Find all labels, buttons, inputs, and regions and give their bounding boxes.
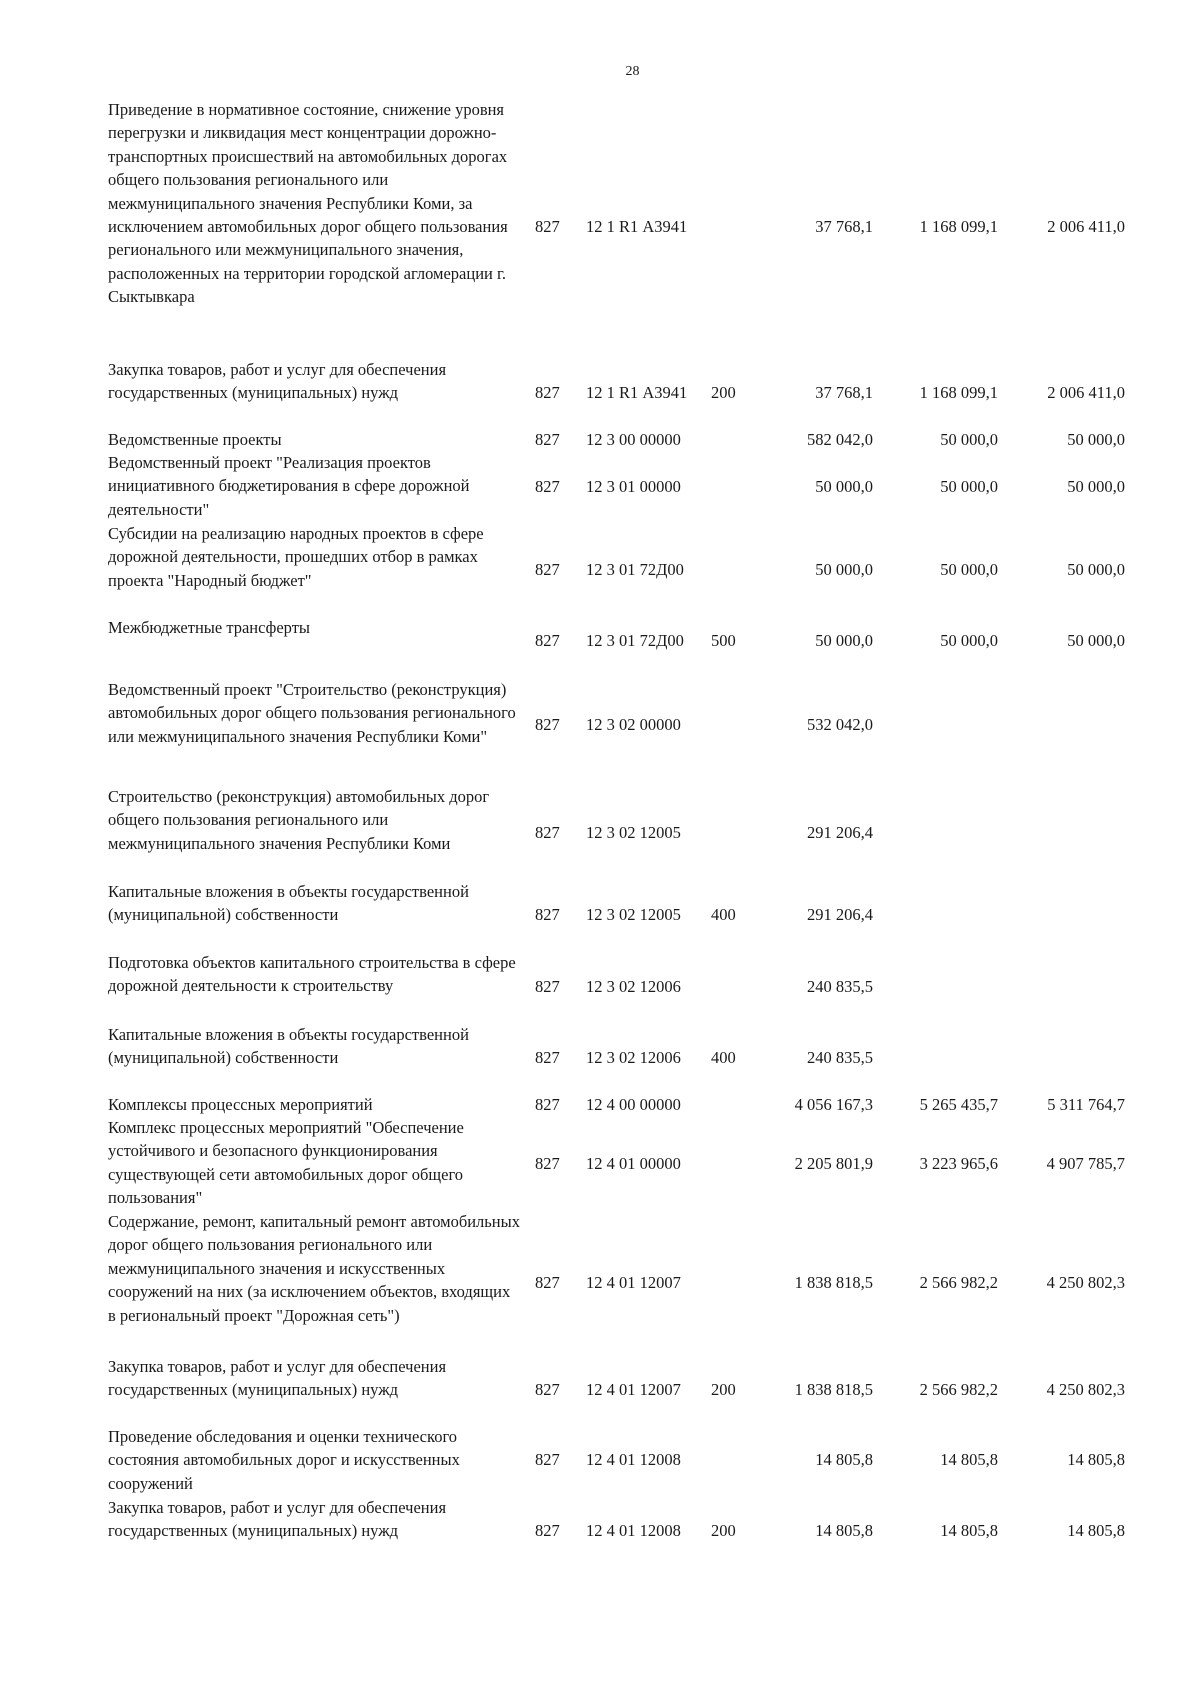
- row-name: Строительство (реконструкция) автомобильных дорог общего пользования регионального или межмуниципального значения Республики Коми: [108, 787, 490, 853]
- ministry-code: 827: [535, 977, 560, 996]
- amount-year-2: 2 566 982,2: [919, 1380, 998, 1399]
- row-name: Проведение обследования и оценки технического состояния автомобильных дорог и искусственных сооружений: [108, 1427, 460, 1493]
- amount-year-2: 1 168 099,1: [919, 217, 998, 236]
- target-article-code: 12 3 01 72Д00: [586, 560, 684, 579]
- row-name: Капитальные вложения в объекты государственной (муниципальной) собственности: [108, 882, 469, 925]
- row-name: Приведение в нормативное состояние, снижение уровня перегрузки и ликвидация мест концентрации дорожно-транспортных происшествий на автомобильных дорогах общего пользования регионального или межмуниципального значения Республики Коми, за исключением автомобильных дорог общего пользования регионального или межмуниципального значения, расположенных на территории городской агломерации г. Сыктывкара: [108, 100, 508, 307]
- target-article-code: 12 4 01 12008: [586, 1521, 681, 1540]
- amount-year-2: 50 000,0: [940, 560, 998, 579]
- amount-year-1: 37 768,1: [815, 217, 873, 236]
- amount-year-1: 2 205 801,9: [794, 1154, 873, 1173]
- amount-year-3: 4 250 802,3: [1046, 1273, 1125, 1292]
- row-name: Закупка товаров, работ и услуг для обеспечения государственных (муниципальных) нужд: [108, 1498, 447, 1541]
- ministry-code: 827: [535, 715, 560, 734]
- ministry-code: 827: [535, 1273, 560, 1292]
- row-name: Содержание, ремонт, капитальный ремонт автомобильных дорог общего пользования регионального или межмуниципального значения и искусственных сооружений на них (за исключением объектов, входящих в региональный проект "Дорожная сеть"): [108, 1212, 520, 1325]
- target-article-code: 12 4 01 12008: [586, 1450, 681, 1469]
- ministry-code: 827: [535, 477, 560, 496]
- expense-type-code: 200: [711, 1521, 736, 1540]
- ministry-code: 827: [535, 217, 560, 236]
- amount-year-2: 5 265 435,7: [919, 1095, 998, 1114]
- target-article-code: 12 4 01 12007: [586, 1380, 681, 1399]
- amount-year-3: 14 805,8: [1067, 1521, 1125, 1540]
- amount-year-2: 50 000,0: [940, 477, 998, 496]
- target-article-code: 12 4 01 12007: [586, 1273, 681, 1292]
- target-article-code: 12 3 01 00000: [586, 477, 681, 496]
- ministry-code: 827: [535, 1154, 560, 1173]
- amount-year-3: 4 907 785,7: [1046, 1154, 1125, 1173]
- target-article-code: 12 3 00 00000: [586, 430, 681, 449]
- amount-year-2: 3 223 965,6: [919, 1154, 998, 1173]
- row-name: Ведомственный проект "Строительство (реконструкция) автомобильных дорог общего пользования регионального или межмуниципального значения Республики Коми": [108, 680, 516, 746]
- ministry-code: 827: [535, 430, 560, 449]
- expense-type-code: 400: [711, 905, 736, 924]
- amount-year-1: 532 042,0: [807, 715, 873, 734]
- amount-year-1: 37 768,1: [815, 383, 873, 402]
- target-article-code: 12 3 02 12005: [586, 905, 681, 924]
- row-name: Капитальные вложения в объекты государственной (муниципальной) собственности: [108, 1025, 469, 1068]
- ministry-code: 827: [535, 1450, 560, 1469]
- amount-year-2: 1 168 099,1: [919, 383, 998, 402]
- row-name: Подготовка объектов капитального строительства в сфере дорожной деятельности к строительству: [108, 953, 516, 996]
- row-name: Комплексы процессных мероприятий: [108, 1095, 373, 1114]
- amount-year-3: 2 006 411,0: [1047, 217, 1125, 236]
- ministry-code: 827: [535, 1521, 560, 1540]
- amount-year-2: 50 000,0: [940, 430, 998, 449]
- amount-year-1: 240 835,5: [807, 1048, 873, 1067]
- row-name: Комплекс процессных мероприятий "Обеспечение устойчивого и безопасного функционирования существующей сети автомобильных дорог общего пользования": [108, 1118, 464, 1208]
- target-article-code: 12 3 02 12006: [586, 977, 681, 996]
- amount-year-1: 240 835,5: [807, 977, 873, 996]
- target-article-code: 12 1 R1 А3941: [586, 217, 688, 236]
- target-article-code: 12 4 00 00000: [586, 1095, 681, 1114]
- amount-year-1: 1 838 818,5: [794, 1273, 873, 1292]
- amount-year-3: 4 250 802,3: [1046, 1380, 1125, 1399]
- amount-year-1: 582 042,0: [807, 430, 873, 449]
- target-article-code: 12 3 01 72Д00: [586, 631, 684, 650]
- amount-year-2: 14 805,8: [940, 1521, 998, 1540]
- ministry-code: 827: [535, 905, 560, 924]
- ministry-code: 827: [535, 1380, 560, 1399]
- target-article-code: 12 3 02 12006: [586, 1048, 681, 1067]
- row-name: Ведомственный проект "Реализация проектов инициативного бюджетирования в сфере дорожной деятельности": [108, 453, 470, 519]
- target-article-code: 12 4 01 00000: [586, 1154, 681, 1173]
- amount-year-3: 50 000,0: [1067, 631, 1125, 650]
- amount-year-1: 14 805,8: [815, 1521, 873, 1540]
- amount-year-1: 50 000,0: [815, 477, 873, 496]
- target-article-code: 12 3 02 00000: [586, 715, 681, 734]
- amount-year-3: 2 006 411,0: [1047, 383, 1125, 402]
- row-name: Субсидии на реализацию народных проектов в сфере дорожной деятельности, прошедших отбор в рамках проекта "Народный бюджет": [108, 524, 484, 590]
- page-number: 28: [625, 64, 640, 79]
- ministry-code: 827: [535, 823, 560, 842]
- amount-year-1: 14 805,8: [815, 1450, 873, 1469]
- amount-year-3: 5 311 764,7: [1047, 1095, 1125, 1114]
- ministry-code: 827: [535, 560, 560, 579]
- amount-year-1: 4 056 167,3: [794, 1095, 873, 1114]
- target-article-code: 12 3 02 12005: [586, 823, 681, 842]
- expense-type-code: 200: [711, 1380, 736, 1399]
- amount-year-1: 50 000,0: [815, 560, 873, 579]
- amount-year-3: 50 000,0: [1067, 430, 1125, 449]
- amount-year-2: 2 566 982,2: [919, 1273, 998, 1292]
- expense-type-code: 200: [711, 383, 736, 402]
- amount-year-3: 14 805,8: [1067, 1450, 1125, 1469]
- row-name: Ведомственные проекты: [108, 430, 282, 449]
- row-name: Межбюджетные трансферты: [108, 618, 311, 637]
- amount-year-3: 50 000,0: [1067, 560, 1125, 579]
- ministry-code: 827: [535, 383, 560, 402]
- target-article-code: 12 1 R1 А3941: [586, 383, 688, 402]
- ministry-code: 827: [535, 1095, 560, 1114]
- amount-year-1: 1 838 818,5: [794, 1380, 873, 1399]
- expense-type-code: 400: [711, 1048, 736, 1067]
- amount-year-2: 14 805,8: [940, 1450, 998, 1469]
- ministry-code: 827: [535, 631, 560, 650]
- expense-type-code: 500: [711, 631, 736, 650]
- amount-year-1: 291 206,4: [807, 905, 873, 924]
- ministry-code: 827: [535, 1048, 560, 1067]
- row-name: Закупка товаров, работ и услуг для обеспечения государственных (муниципальных) нужд: [108, 360, 447, 403]
- amount-year-2: 50 000,0: [940, 631, 998, 650]
- row-name: Закупка товаров, работ и услуг для обеспечения государственных (муниципальных) нужд: [108, 1357, 447, 1400]
- amount-year-1: 50 000,0: [815, 631, 873, 650]
- amount-year-3: 50 000,0: [1067, 477, 1125, 496]
- amount-year-1: 291 206,4: [807, 823, 873, 842]
